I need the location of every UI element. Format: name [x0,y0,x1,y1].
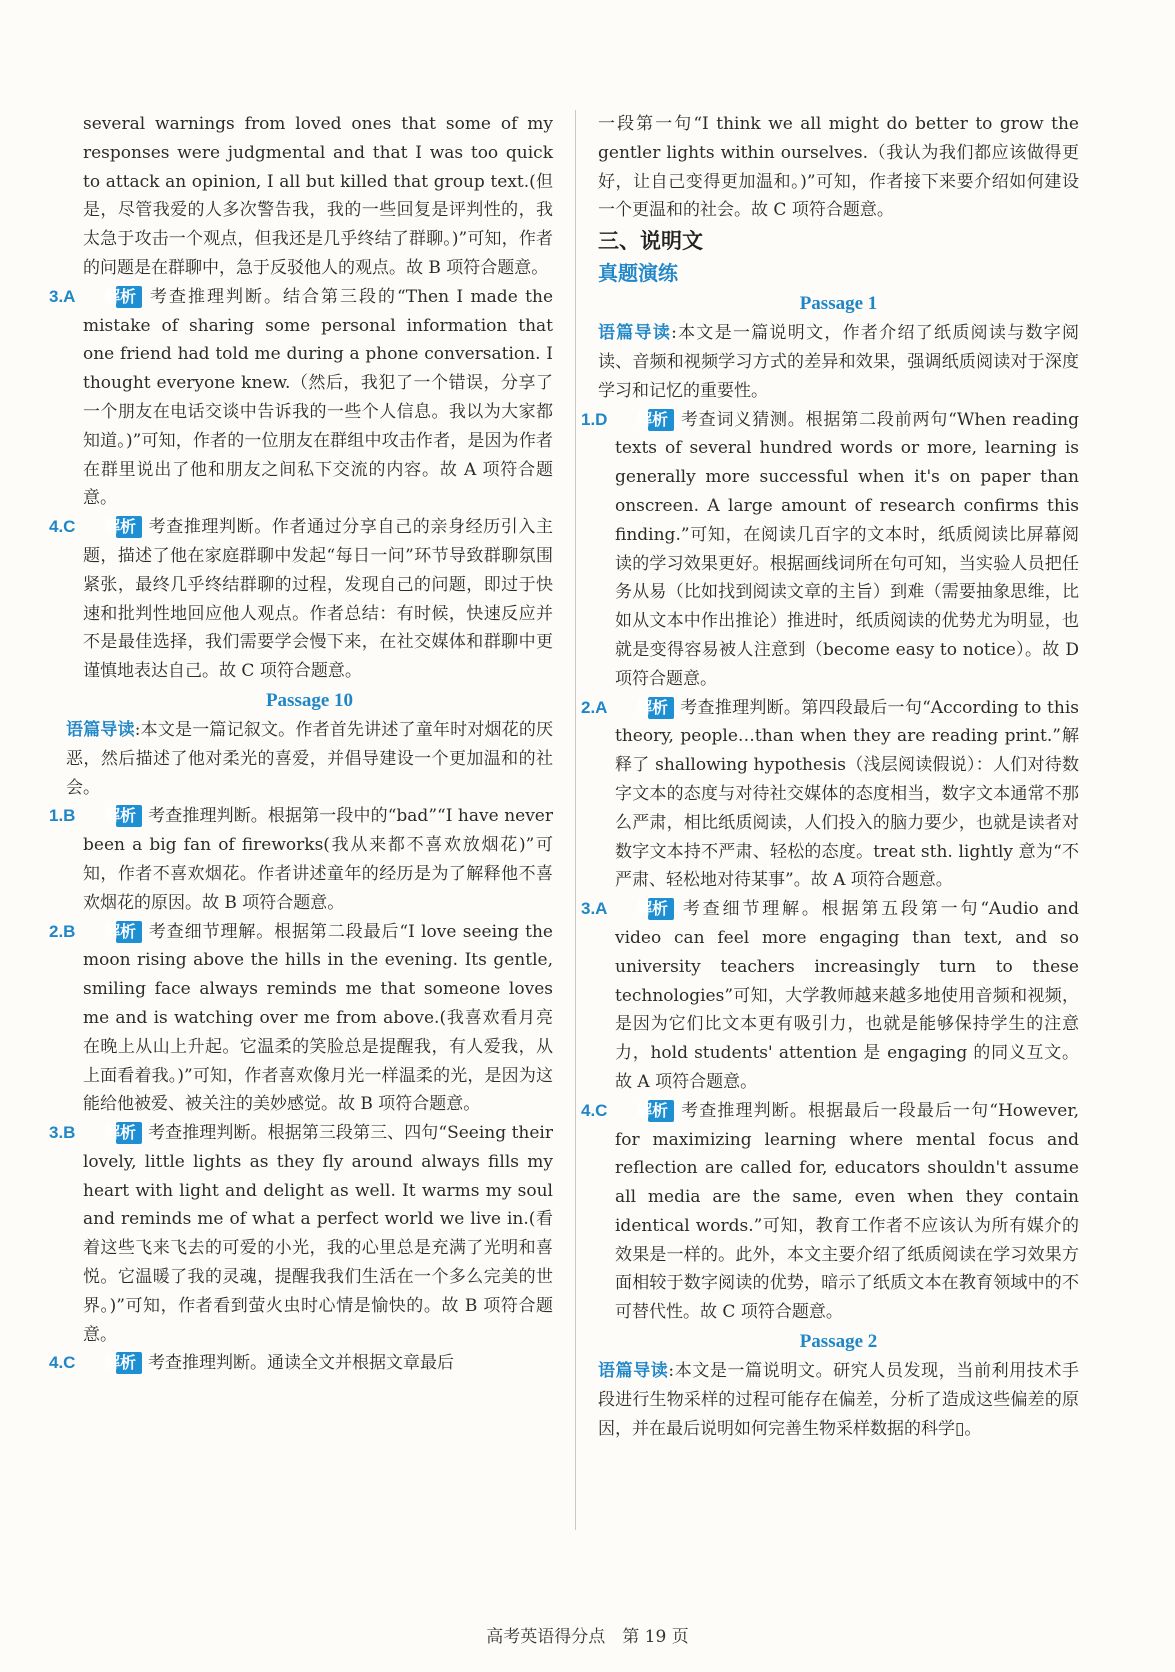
p1-answer-3a [581,895,1079,1097]
answer-text: 考查推理判断。作者通过分享自己的亲身经历引入主题，描述了他在家庭群聊中发起“每日一问”环节导致群聊氛围紧张，最终几乎终结群聊的过程，发现自己的问题，即过于快速和批判性地回应他人观点。作者总结：有时候，快速反应并不是最佳选择，我们需要学会慢下来，在社交媒体和群聊中更谨慎地表达自己。故 C 项符合题意。 [83,517,553,682]
answer-number: 2.A [581,697,608,717]
answer-text: 考查推理判断。根据最后一段最后一句“However, for maximizing learning where mental focus and reflection are called for, educators shouldn't assume all media are the same, even when they contain identical words.”可知，教育工作者不应该认为所有媒介的效果是一样的。此外，本文主要介绍了纸质阅读在学习效果方面相较于数字阅读的优势，暗示了纸质文本在教育领域中的不可替代性。故 C 项符合题意。 [615,1100,1079,1323]
answer-number: 4.C [49,1353,76,1373]
answer-number: 2.B [49,921,76,941]
column-divider [575,110,576,1530]
page-footer: 高考英语得分点 第 19 页 [486,1627,689,1647]
analysis-tag: 解析 [116,1122,142,1144]
guide-label: 语篇导读 [598,323,672,344]
answer-text: 考查细节理解。根据第二段最后“I love seeing the moon rising above the hills in the evening. Its gentle, smiling face always reminds me that someone loves me and is watching over me from above.(我喜欢看月亮在晚上从山上升起。它温柔的笑脸总是提醒我，有人爱我，从上面看着我。)”可知，作者喜欢像月光一样温柔的光，是因为这能给他被爱、被关注的美妙感觉。故 B 项符合题意。 [83,921,553,1115]
right-intro-paragraph: 一段第一句“I think we all might do better to grow the gentler lights within ourselves.（我认为我们都应该做得更好，让自己变得更加温和。)”可知，作者接下来要介绍如何建设一个更温和的社会。故 C 项符合题意。 [598,114,1079,221]
section-title: 三、说明文 [598,229,703,254]
p10-answer-1b [49,802,553,917]
p10-answer-4c [49,1349,553,1378]
answer-3a [49,283,553,513]
answer-number: 3.A [581,899,608,919]
answer-number: 4.C [49,517,76,537]
passage-1-guide [598,319,1079,405]
answer-text: 考查推理判断。结合第三段的“Then I made the mistake of sharing some personal information that one friend had told me during a phone conversation. I thought everyone knew.（然后，我犯了一个错误，分享了一个朋友在电话交谈中告诉我的一些个人信息。我以为大家都知道。)”可知，作者的一位朋友在群组中攻击作者，是因为作者在群里说出了他和朋友之间私下交流的内容。故 A 项符合题意。 [83,286,553,509]
answer-number: 1.B [49,806,76,826]
guide-label: 语篇导读 [598,1361,669,1382]
answer-text: 考查细节理解。根据第五段第一句“Audio and video can feel more engaging than text, and so university teachers increasingly turn to these technologies”可知，大学教师越来越多地使用音频和视频，是因为它们比文本更有吸引力，也就是能够保持学生的注意力，hold students' attention 是 engaging 的同义互文。故 A 项符合题意。 [615,899,1079,1092]
analysis-tag: 解析 [116,516,142,538]
analysis-tag: 解析 [648,898,674,920]
answer-number: 3.A [49,286,76,306]
passage-2-guide [598,1357,1079,1443]
answer-text: 考查推理判断。根据第三段第三、四句“Seeing their lovely, little lights as they fly around always fills my heart with light and delight as well. It warms my soul and reminds me of what a perfect world we live in.(看着这些飞来飞去的可爱的小光，我的心里总是充满了光明和喜悦。它温暖了我的灵魂，提醒我我们生活在一个多么完美的世界。)”可知，作者看到萤火虫时心情是愉快的。故 B 项符合题意。 [83,1123,553,1345]
answer-text: 考查推理判断。通读全文并根据文章最后 [148,1353,454,1374]
passage-10-guide [66,716,553,802]
p1-answer-2a [581,694,1079,896]
passage-2-title: Passage 2 [799,1331,878,1353]
p10-answer-2b [49,918,553,1120]
analysis-tag: 解析 [648,409,674,431]
answer-text: 考查推理判断。第四段最后一句“According to this theory, people…than when they are reading print.”解释了 shallowing hypothesis（浅层阅读假说）：人们对待数字文本的态度与对待社交媒体的态度相当，数字文本通常不那么严肃，相比纸质阅读，人们投入的脑力要少，也就是读者对数字文本持不严肃、轻松的态度。treat sth. lightly 意为“不严肃、轻松地对待某事”。故 A 项符合题意。 [615,697,1079,891]
analysis-tag: 解析 [648,697,674,719]
guide-text: :本文是一篇记叙文。作者首先讲述了童年时对烟花的厌恶，然后描述了他对柔光的喜爱，并倡导建设一个更加温和的社会。 [66,719,554,798]
analysis-tag: 解析 [116,1352,142,1374]
guide-text: :本文是一篇说明文，作者介绍了纸质阅读与数字阅读、音频和视频学习方式的差异和效果，强调纸质阅读对于深度学习和记忆的重要性。 [598,323,1079,401]
p1-answer-4c [581,1097,1079,1327]
guide-text: :本文是一篇说明文。研究人员发现，当前利用技术手段进行生物采样的过程可能存在偏差，分析了造成这些偏差的原因，并在最后说明如何完善生物采样数据的科学▯。 [598,1361,1080,1439]
analysis-tag: 解析 [116,286,142,308]
passage-10-title: Passage 10 [265,689,354,711]
answer-number: 1.D [581,409,608,429]
answer-4c [49,513,553,686]
answer-number: 4.C [581,1100,608,1120]
sub-title: 真题演练 [598,261,678,286]
p1-answer-1d [581,406,1079,694]
analysis-tag: 解析 [116,921,142,943]
right-column [581,110,1080,1443]
answer-text: 考查词义猜测。根据第二段前两句“When reading texts of several hundred words or more, learning is generally more successful when it's on paper than onscreen. A large amount of research confirms this finding.”可知，在阅读几百字的文本时，纸质阅读比屏幕阅读的学习效果更好。根据画线词所在句可知，当实验人员把任务从易（比如找到阅读文章的主旨）到难（需要抽象思维，比如从文本中作出推论）推进时，纸质阅读的优势尤为明显，也就是变得容易被人注意到（become easy to notice）。故 D 项符合题意。 [615,409,1079,689]
p10-answer-3b [49,1119,553,1349]
analysis-tag: 解析 [116,805,142,827]
left-intro-paragraph: several warnings from loved ones that some of my responses were judgmental and that I was too quick to attack an opinion, I all but killed that group text.(但是，尽管我爱的人多次警告我，我的一些回复是评判性的，我太急于攻击一个观点，但我还是几乎终结了群聊。)”可知，作者的问题是在群聊中，急于反驳他人的观点。故 B 项符合题意。 [83,114,553,278]
left-column [49,110,554,1378]
analysis-tag: 解析 [648,1100,674,1122]
answer-number: 3.B [49,1123,76,1143]
guide-label: 语篇导读 [66,719,135,740]
answer-text: 考查推理判断。根据第一段中的“bad”“I have never been a big fan of fireworks(我从来都不喜欢放烟花)”可知，作者不喜欢烟花。作者讲述童年的经历是为了解释他不喜欢烟花的原因。故 B 项符合题意。 [83,806,553,913]
passage-1-title: Passage 1 [799,293,878,315]
